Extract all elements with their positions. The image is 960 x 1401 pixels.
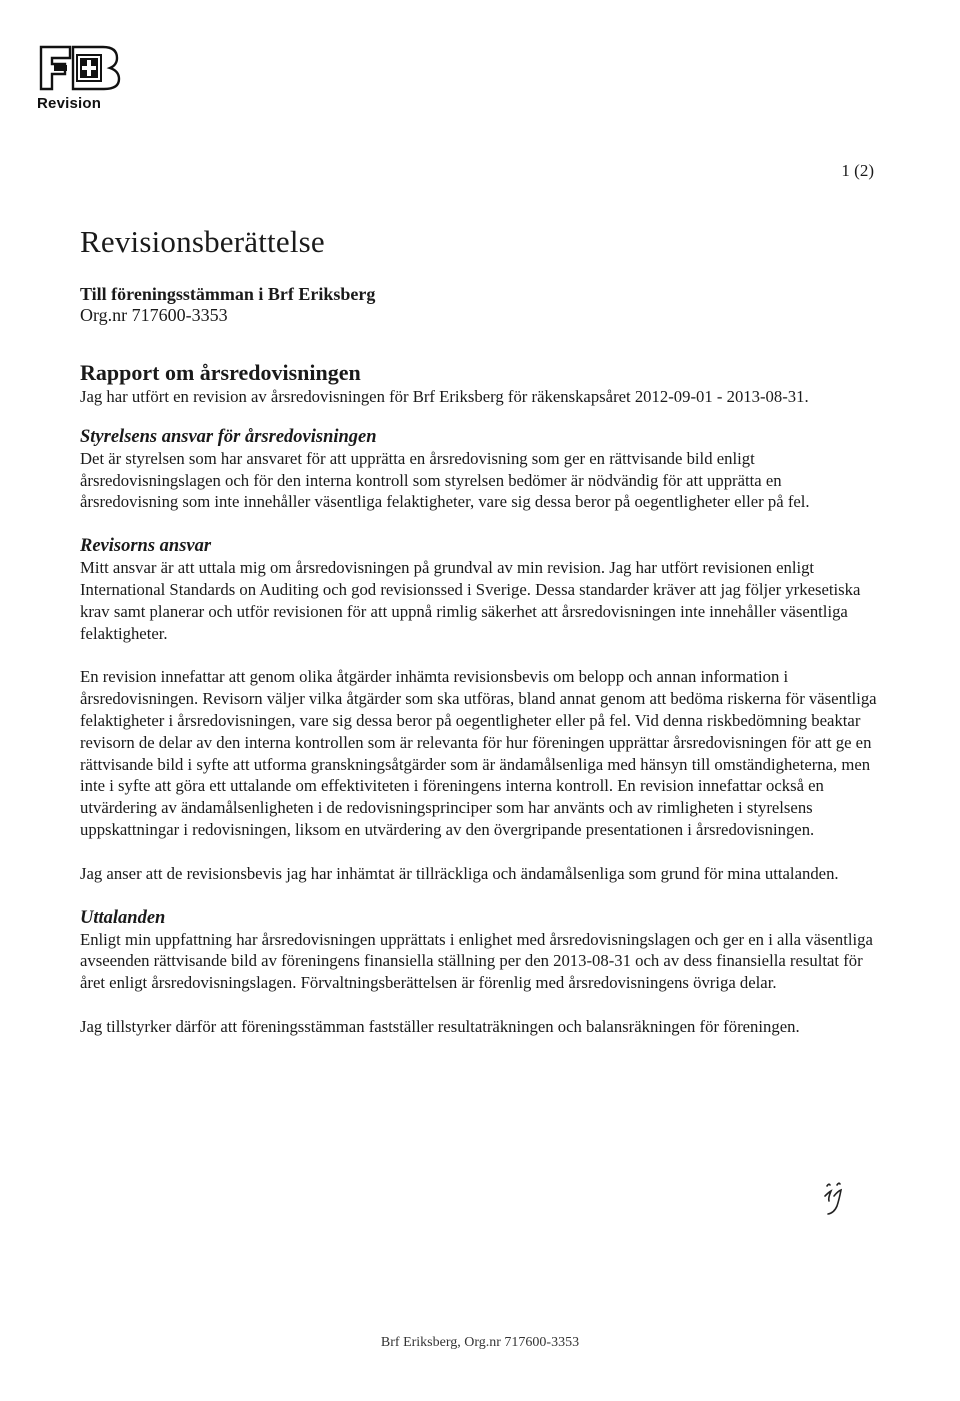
- auditor-paragraph-3: Jag anser att de revisionsbevis jag har inhämtat är tillräckliga och ändamålsenliga som grund för mina uttalanden.: [80, 863, 839, 883]
- auditor-responsibility-heading: Revisorns ansvar: [80, 536, 212, 557]
- company-logo: [37, 44, 123, 112]
- board-responsibility-heading: Styrelsens ansvar för årsredovisningen: [80, 426, 377, 447]
- report-intro: Jag har utfört en revision av årsredovisningen för Brf Eriksberg för räkenskapsåret 2012-09-01 - 2013-08-31.: [80, 387, 809, 406]
- document-body: [80, 222, 880, 1038]
- statements-paragraph-2: Jag tillstyrker därför att föreningsstämman fastställer resultaträkningen och balansräkningen för föreningen.: [80, 1016, 800, 1036]
- page-number: 1 (2): [841, 161, 874, 180]
- fb-revision-logo-icon: [37, 44, 123, 92]
- handwritten-initials-icon: [815, 1172, 855, 1216]
- addressee-to: Till föreningsstämman i Brf Eriksberg: [80, 284, 376, 304]
- addressee-block: [80, 284, 880, 326]
- auditor-paragraph-2: En revision innefattar att genom olika åtgärder inhämta revisionsbevis om belopp och annan information i årsredovisningen. Revisorn väljer vilka åtgärder som ska utföras, bland annat genom att bedöma riskerna för väsentliga felaktigheter i årsredovisningen, vare sig dessa beror på oegentligheter eller på fel. Vid denna riskbedömning beaktar revisorn de delar av den interna kontrollen som är relevanta för hur föreningen upprättar årsredovisningen för att ge en rättvisande bild i syfte att utforma granskningsåtgärder som är ändamålsenliga med hänsyn till omständigheterna, men inte i syfte att göra ett uttalande om effektiviteten i föreningens interna kontroll. En revision innefattar också en utvärdering av ändamålsenligheten i de redovisningsprinciper som har använts och av rimligheten i styrelsens uppskattningar i redovisningen, liksom en utvärdering av den övergripande presentationen i årsredovisningen.: [80, 667, 877, 839]
- statements-heading: Uttalanden: [80, 907, 166, 928]
- report-heading: Rapport om årsredovisningen: [80, 360, 361, 385]
- document-title: Revisionsberättelse: [80, 224, 325, 259]
- page-footer: Brf Eriksberg, Org.nr 717600-3353: [380, 1335, 580, 1350]
- logo-caption: Revision: [37, 95, 102, 112]
- auditor-paragraph-1: Mitt ansvar är att uttala mig om årsredovisningen på grundval av min revision. Jag har utfört revisionen enligt International Standards on Auditing och god revisionssed i Sverige. Dessa standarder kräver att jag följer yrkesetiska krav samt planerar och utför revisionen för att uppnå rimlig säkerhet att årsredovisningen inte innehåller väsentliga felaktigheter.: [80, 558, 861, 643]
- statements-paragraph-1: Enligt min uppfattning har årsredovisningen upprättats i enlighet med årsredovisningslagen och ger en i alla väsentliga avseenden rättvisande bild av föreningens finansiella ställning per den 2013-08-31 och av dess finansiella resultat för året enligt årsredovisningslagen. Förvaltningsberättelsen är förenlig med årsredovisningens övriga delar.: [80, 929, 873, 993]
- board-responsibility-text: Det är styrelsen som har ansvaret för att upprätta en årsredovisning som ger en rättvisande bild enligt årsredovisningslagen och för den interna kontroll som styrelsen bedömer är nödvändig för att upprätta en årsredovisning som inte innehåller väsentliga felaktigheter, vare sig dessa beror på oegentligheter eller på fel.: [80, 448, 810, 512]
- addressee-org-number: Org.nr 717600-3353: [80, 305, 228, 325]
